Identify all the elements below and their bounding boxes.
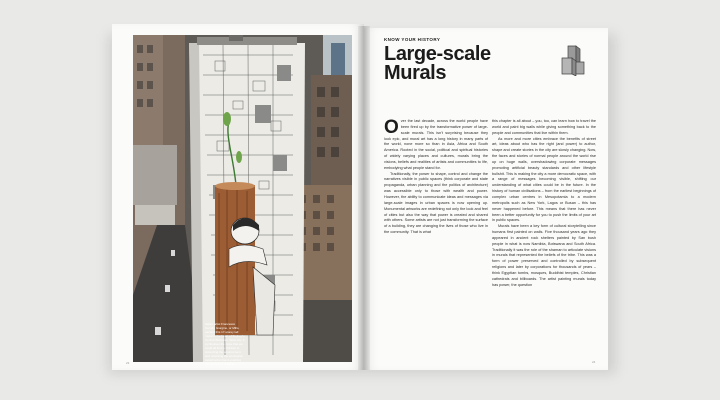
- body-paragraph: Over the last decade, across the world people have been fired up by the transformative power of large-scale murals. This isn't surprising because they look epic, and mural art has a long history in many parts of the world, none more so than in Asia, Africa and South America. Rooted in the social, political and spiritual histories of widely varying places and cultures, murals bring the visions, beliefs and realities of artists and communities to life, embodying what people stand for.: [384, 117, 488, 170]
- photo-caption: Italian artist Francesco Camillo Giorgino, or Millo, painted this 17-storey tall mural in the heart of Sydney's Central Business. Wow city. It symbolises the hope that we could all find in children in protecting the environment and reversing the ecological catastrophe that is pushing our climate to collapse.: [205, 322, 245, 366]
- body-paragraph: As more and more cities embrace the benefits of street art, ideas about who has the right (and power) to author, shape and create stories in the city are slowly changing. Now, the faces and stories of normal people around the world rise up on huge walls, overshadowing corporate messages promoting artificial beauty standards and other lifestyle bullshit. This is making the city a more democratic space, with a range of messages becoming visible, shifting our understanding of what cities could be in the future. In the history of human civilisations – from the earliest beginnings of complex urban centres in Mesopotamia to a modern metropolis such as New York, Lagos or Busan – this has never happened before. This means that there has never been a better opportunity for you to push the limits of your art in public spaces.: [492, 136, 596, 223]
- stacked-buildings-icon: [560, 44, 586, 76]
- left-page-number: 23: [126, 361, 130, 365]
- body-paragraph: Traditionally, the power to shape, control and change the narratives visible in public spaces (think corporate and state propaganda, urban planning and the politics of architecture) was accessible only to those with wealth and power. However, the ability to communicate ideas and messages via large-scale images in urban spaces is now opening up. Monumental artworks are redefining not only the look and feel of cities but also the way that power is created and shared with others. Some artists are not just transforming the surface of a building, they are changing the lives of those who live in the community. That is what: [384, 171, 488, 235]
- right-page-number: 24: [592, 360, 596, 364]
- body-column-left: [384, 119, 488, 236]
- section-kicker: KNOW YOUR HISTORY: [384, 37, 441, 42]
- body-paragraph: this chapter is all about – you, too, can learn how to travel the world and paint big walls while giving something back to the people and communities that live within them.: [492, 119, 596, 135]
- drop-cap: O: [384, 117, 399, 138]
- body-paragraph: Murals have been a key form of cultural storytelling since humans first painted on walls. Five thousand years ago they appeared in ancient rock shelters painted by San bush people in what is now Namibia, Botswana and South Africa. Traditionally it was the role of the shaman to articulate visions in murals that represented the beliefs of the tribe. This was a form of power preserved and controlled by subsequent religions and later by corporations for thousands of years – think Egyptian tombs, mosques, Buddhist temples, Christian cathedrals and billboards. The artist painting murals today has power, the question: [492, 224, 596, 287]
- page-title: Large-scale Murals: [384, 43, 491, 84]
- mural-photo: [133, 35, 352, 362]
- book-spine: [358, 26, 370, 370]
- body-column-right: [492, 119, 596, 288]
